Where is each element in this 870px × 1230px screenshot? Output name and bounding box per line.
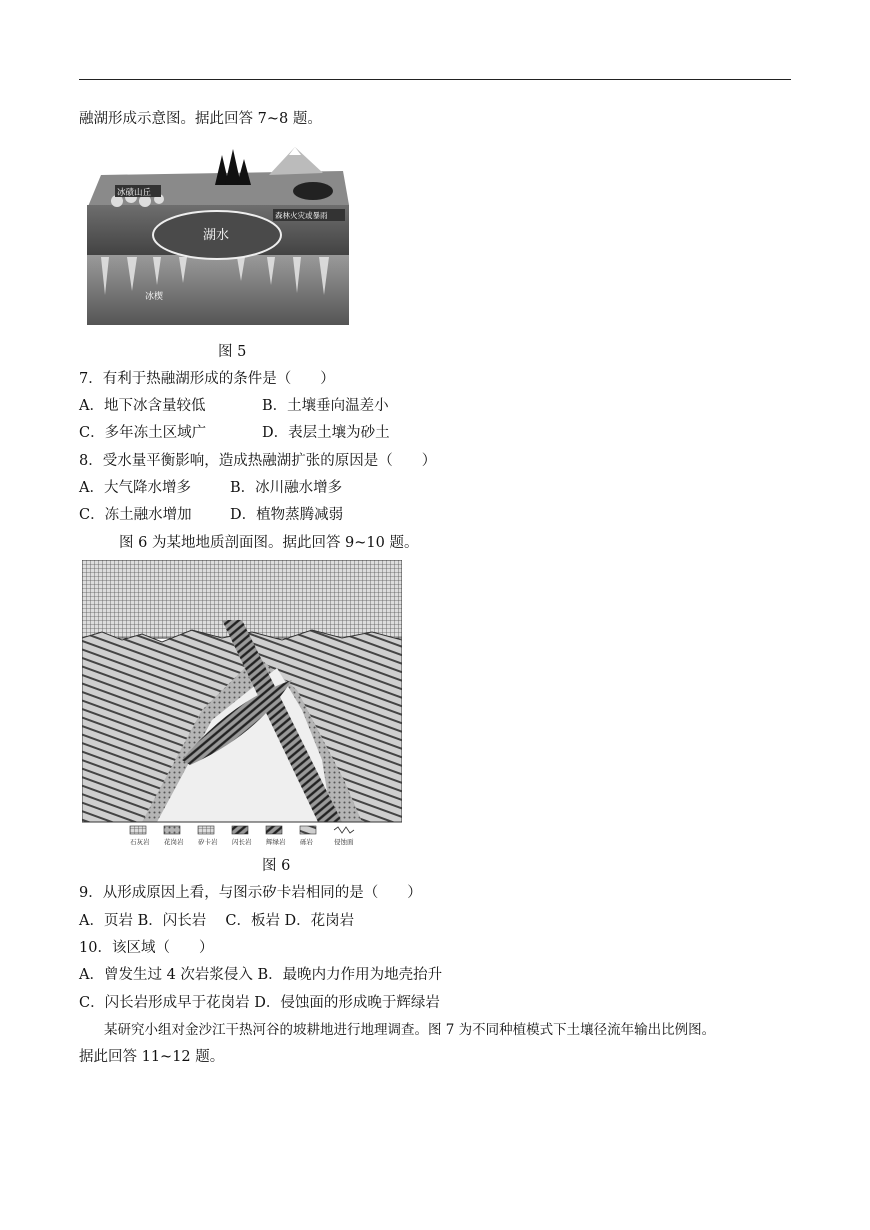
fig5-label-ice-wedge: 冰楔 [145, 292, 164, 302]
legend-granite: 花岗岩 [164, 838, 184, 846]
intro-figure7-line1: 某研究小组对金沙江干热河谷的坡耕地进行地理调查。图 7 为不同种植模式下土壤径流年输出比例图。 [104, 1022, 716, 1038]
q9-options: A．页岩 B．闪长岩 C．板岩 D．花岗岩 [79, 913, 355, 929]
q10-options-cd: C．闪长岩形成早于花岗岩 D．侵蚀面的形成晚于辉绿岩 [79, 995, 440, 1011]
q7-option-b: B．土壤垂向温差小 [262, 398, 389, 414]
legend-limestone: 石灰岩 [130, 838, 150, 846]
q7-stem: 7．有利于热融湖形成的条件是（ ） [79, 371, 335, 387]
q7-option-a: A．地下冰含量较低 [79, 398, 206, 414]
q8-option-a: A．大气降水增多 [79, 480, 191, 496]
figure-6-geologic-section [82, 560, 402, 850]
q8-stem: 8．受水量平衡影响，造成热融湖扩张的原因是（ ） [79, 453, 437, 469]
figure-6-legend [130, 826, 354, 846]
q7-option-d: D．表层土壤为砂土 [262, 425, 390, 441]
figure-5-thermokarst-diagram [87, 145, 349, 325]
figure-6-caption: 图 6 [262, 858, 291, 874]
q7-option-c: C．多年冻土区域广 [79, 425, 207, 441]
fig5-label-ice-pond: 冰碛山丘 [117, 188, 152, 198]
legend-skarn: 矽卡岩 [198, 838, 218, 846]
mountain-icon [269, 147, 323, 175]
fig5-label-lake: 湖水 [203, 228, 230, 243]
legend-diabase: 辉绿岩 [266, 838, 286, 846]
intro-figure6: 图 6 为某地地质剖面图。据此回答 9~10 题。 [119, 535, 419, 551]
legend-conglomerate: 砾岩 [300, 838, 313, 846]
trees-icon [215, 149, 251, 185]
legend-erosion-surface: 侵蚀面 [334, 838, 354, 846]
q8-option-c: C．冻土融水增加 [79, 507, 192, 523]
figure-5-caption: 图 5 [218, 344, 247, 360]
intro-figure7-line2: 据此回答 11~12 题。 [79, 1049, 225, 1065]
legend-diorite: 闪长岩 [232, 838, 252, 846]
q8-option-d: D．植物蒸腾减弱 [230, 507, 344, 523]
q8-option-b: B．冰川融水增多 [230, 480, 343, 496]
q10-stem: 10．该区域（ ） [79, 940, 214, 956]
cloud-icon [293, 182, 333, 200]
header-rule [79, 79, 791, 80]
q9-stem: 9．从形成原因上看，与图示矽卡岩相同的是（ ） [79, 885, 422, 901]
q10-options-ab: A．曾发生过 4 次岩浆侵入 B．最晚内力作用为地壳抬升 [79, 967, 443, 983]
fig5-label-fire: 森林火灾或暴雨 [275, 211, 328, 220]
intro-text: 融湖形成示意图。据此回答 7~8 题。 [79, 111, 322, 127]
